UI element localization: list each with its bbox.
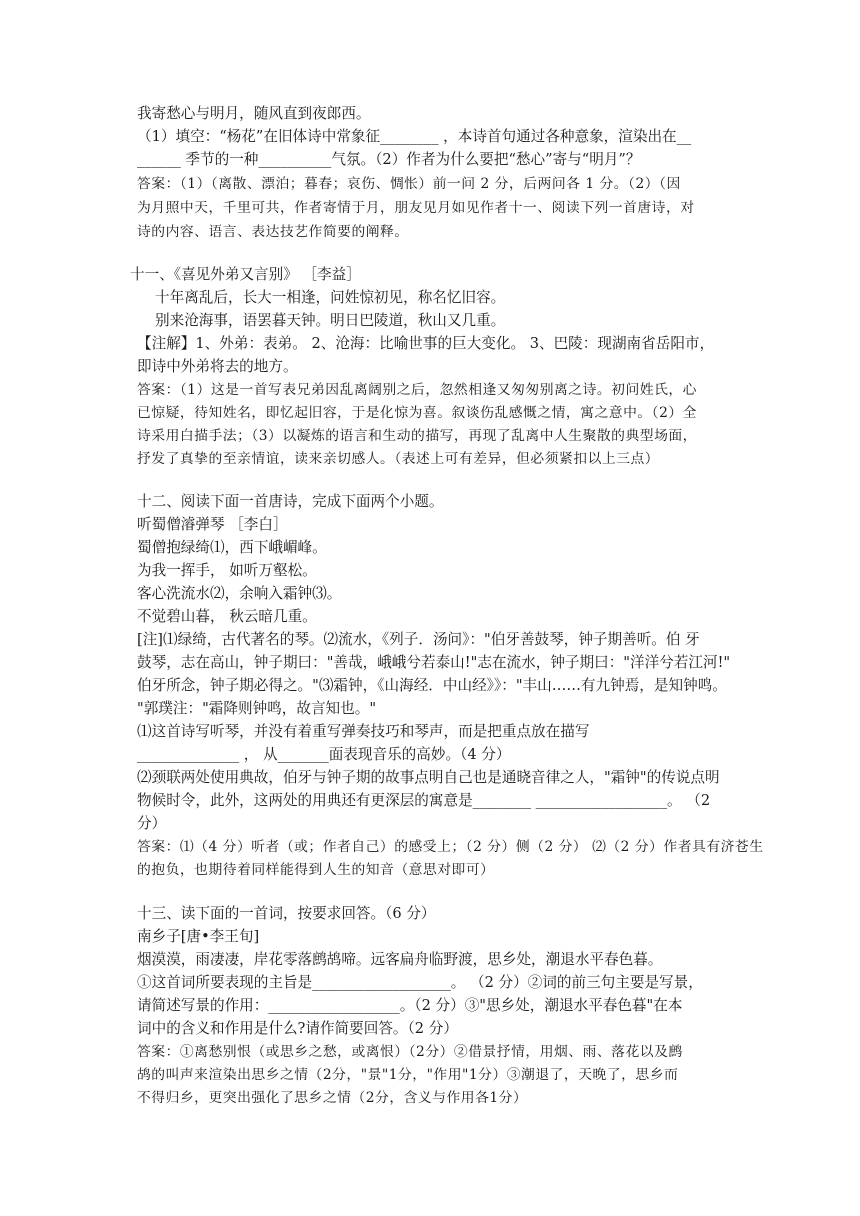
question-text: ______ 季节的一种__________气氛。（2）作者为什么要把“愁心”寄与“明月”？	[137, 151, 641, 168]
answer-text: 鸪的叫声来渲染出思乡之情（2分，"景"1分，"作用"1分）③潮退了，天晚了，思乡而	[137, 1067, 679, 1083]
poem-line: 烟漠漠，雨凄凄，岸花零落鹧鸪啼。远客扁舟临野渡，思乡处，潮退水平春色暮。	[137, 951, 663, 968]
answer-text: 答案：⑴（4 分）听者（或；作者自己）的感受上；（2 分）侧（2 分） ⑵（2 分）作者具有济苍生	[137, 839, 764, 855]
poem-title: 听蜀僧濬弹琴 ［李白］	[137, 516, 288, 533]
answer-text: 诗的内容、语言、表达技艺作简要的阐释。	[137, 224, 409, 240]
section-heading: 十一、《喜见外弟又言别》 ［李益］	[130, 266, 361, 283]
question-text: ______________ ， 从_______面表现音乐的高妙。（4 分）	[137, 746, 511, 763]
poem-title: 南乡子[唐•李王旬]	[137, 928, 260, 945]
poem-line: 为我一挥手， 如听万壑松。	[137, 562, 317, 579]
question-text: （1）填空：“杨花”在旧体诗中常象征________ ，本诗首句通过各种意象，渲染出在__	[137, 128, 692, 145]
question-text: 请简述写景的作用：__________________。（2 分）③"思乡处，潮退水平春色暮"在本	[137, 997, 683, 1014]
question-text: 物候时令，此外，这两处的用典还有更深层的寓意是________ __________________。 （2	[137, 792, 711, 809]
answer-text: 的抱负，也期待着同样能得到人生的知音（意思对即可）	[137, 862, 495, 878]
answer-text: 答案：（1）这是一首写表兄弟因乱离阔别之后，忽然相逢又匆匆别离之诗。初问姓氏，心	[137, 382, 697, 398]
question-text: 分）	[137, 815, 167, 832]
section-heading: 十二、阅读下面一首唐诗，完成下面两个小题。	[137, 493, 444, 510]
question-text: 词中的含义和作用是什么?请作简要回答。（2 分）	[137, 1020, 458, 1037]
answer-text: 诗采用白描手法；（3）以凝炼的语言和生动的描写，再现了乱离中人生聚散的典型场面，	[137, 428, 697, 444]
answer-text: 答案：（1）（离散、漂泊；暮春；哀伤、惆怅）前一问 2 分，后两问各 1 分。（2）（因	[137, 176, 681, 192]
annotation-text: 伯牙所念，钟子期必得之。"⑶霜钟，《山海经．中山经》》："丰山……有九钟焉，是知钟鸣。	[137, 677, 727, 694]
question-text: ①这首词所要表现的主旨是___________________。 （2 分）②词的前三句主要是写景，	[137, 974, 703, 991]
annotation-text: "郭璞注："霜降则钟鸣，故言知也。"	[137, 700, 377, 717]
answer-text: 已惊疑，待知姓名，即忆起旧容，于是化惊为喜。叙谈伤乱感慨之情，寓之意中。（2）全	[137, 405, 697, 421]
answer-text: 答案：①离愁别恨（或思乡之愁，或离恨）（2分）②借景抒情，用烟、雨、落花以及鹧	[137, 1044, 683, 1060]
poem-line: 我寄愁心与明月，随风直到夜郎西。	[137, 105, 371, 122]
annotation-text: 即诗中外弟将去的地方。	[137, 358, 298, 375]
poem-line: 别来沧海事，语罢暮天钟。明日巴陵道，秋山又几重。	[155, 312, 506, 329]
annotation-text: [注]⑴绿绮，古代著名的琴。⑵流水，《列子．汤问》："伯牙善鼓琴，钟子期善听。伯 牙	[137, 631, 700, 648]
poem-line: 不觉碧山暮， 秋云暗几重。	[137, 608, 317, 625]
poem-line: 客心洗流水⑵，余响入霜钟⑶。	[137, 585, 342, 602]
answer-text: 抒发了真挚的至亲情谊，读来亲切感人。（表述上可有差异，但必须紧扣以上三点）	[137, 451, 660, 467]
section-heading: 十三、读下面的一首词，按要求回答。（6 分）	[137, 905, 436, 922]
poem-line: 蜀僧抱绿绮⑴，西下峨嵋峰。	[137, 539, 327, 556]
annotation-text: 【注解】1、外弟：表弟。 2、沧海：比喻世事的巨大变化。 3、巴陵：现湖南省岳阳市，	[137, 335, 715, 352]
answer-text: 不得归乡，更突出强化了思乡之情（2分，含义与作用各1分）	[137, 1090, 528, 1106]
annotation-text: 鼓琴，志在高山，钟子期曰："善哉，峨峨兮若泰山!"志在流水，钟子期曰："洋洋兮若江河!"	[137, 654, 731, 671]
answer-text: 为月照中天，千里可共，作者寄情于月，朋友见月如见作者十一、阅读下列一首唐诗，对	[137, 200, 695, 216]
question-text: ⑵颈联两处使用典故，伯牙与钟子期的故事点明自己也是通晓音律之人，"霜钟"的传说点明	[137, 769, 720, 786]
poem-line: 十年离乱后，长大一相逢，问姓惊初见，称名忆旧容。	[155, 289, 506, 306]
question-text: ⑴这首诗写听琴，并没有着重写弹奏技巧和琴声，而是把重点放在描写	[137, 723, 590, 740]
